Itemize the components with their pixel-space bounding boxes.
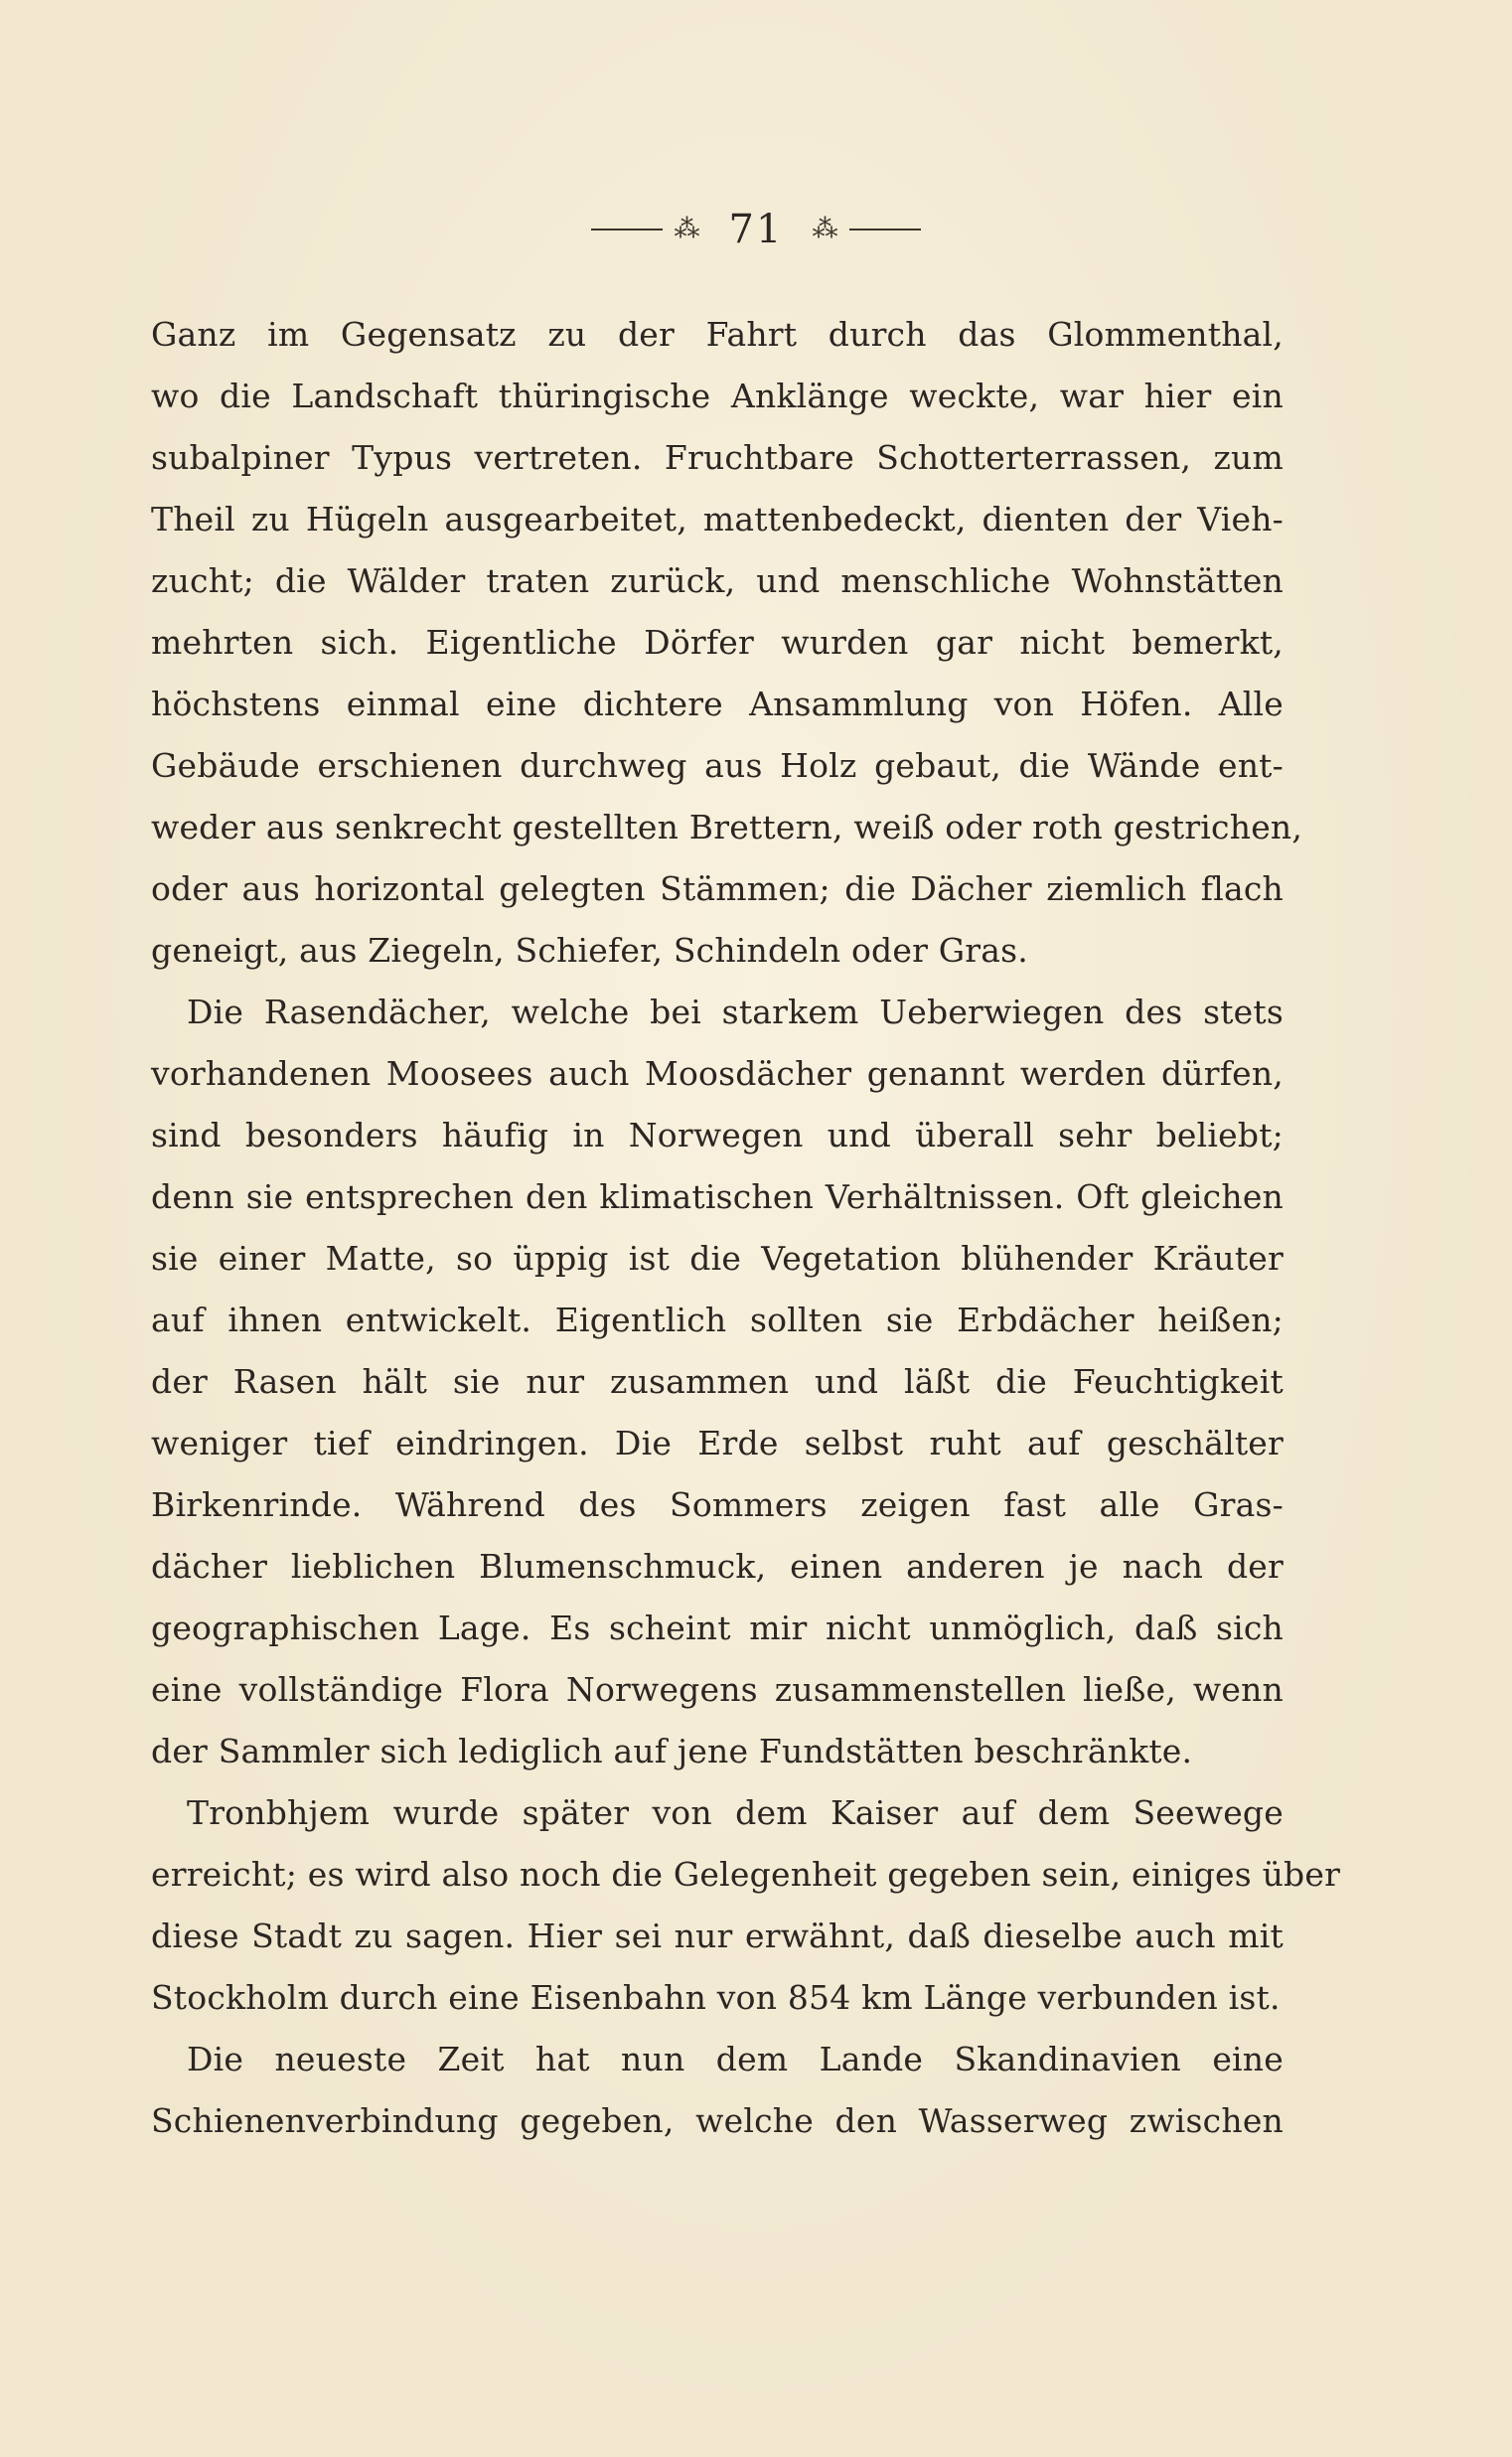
text-line: Gebäude erschienen durchweg aus Holz gebaut, die Wände ent- [151, 746, 1284, 785]
ornament-right-icon: ⁂ [812, 215, 838, 244]
text-line: denn sie entsprechen den klimatischen Verhältnissen. Oft gleichen [151, 1177, 1284, 1216]
text-line: vorhandenen Moosees auch Moosdächer genannt werden dürfen, [151, 1054, 1284, 1093]
ornament-left-icon: ⁂ [674, 215, 700, 244]
text-line: Theil zu Hügeln ausgearbeitet, mattenbedeckt, dienten der Vieh- [151, 500, 1284, 538]
text-line: weniger tief eindringen. Die Erde selbst ruht auf geschälter [151, 1424, 1284, 1462]
text-line: der Sammler sich lediglich auf jene Fundstätten beschränkte. [151, 1732, 1193, 1770]
text-line: dächer lieblichen Blumenschmuck, einen anderen je nach der [151, 1547, 1284, 1586]
text-line: Die Rasendächer, welche bei starkem Ueberwiegen des stets [187, 993, 1284, 1031]
text-line: oder aus horizontal gelegten Stämmen; die Dächer ziemlich flach [151, 869, 1284, 908]
text-line: Die neueste Zeit hat nun dem Lande Skandinavien eine [187, 2040, 1284, 2078]
text-line: Tronbhjem wurde später von dem Kaiser auf dem Seewege [187, 1793, 1284, 1832]
header-rule-left [591, 229, 663, 230]
text-line: subalpiner Typus vertreten. Fruchtbare Schotterterrassen, zum [151, 438, 1284, 477]
text-line: geographischen Lage. Es scheint mir nicht unmöglich, daß sich [151, 1609, 1284, 1647]
header-rule-right [849, 229, 921, 230]
text-line: sind besonders häufig in Norwegen und überall sehr beliebt; [151, 1116, 1284, 1154]
text-line: sie einer Matte, so üppig ist die Vegetation blühender Kräuter [151, 1239, 1284, 1278]
text-line: Stockholm durch eine Eisenbahn von 854 km Länge verbunden ist. [151, 1978, 1281, 2017]
text-line: diese Stadt zu sagen. Hier sei nur erwähnt, daß dieselbe auch mit [151, 1917, 1284, 1955]
text-line: zucht; die Wälder traten zurück, und menschliche Wohnstätten [151, 561, 1284, 600]
body-text [151, 304, 1341, 2152]
text-line: erreicht; es wird also noch die Gelegenheit gegeben sein, einiges über [151, 1855, 1341, 1894]
text-line: weder aus senkrecht gestellten Brettern, weiß oder roth gestrichen, [151, 808, 1303, 846]
text-line: eine vollständige Flora Norwegens zusammenstellen ließe, wenn [151, 1670, 1284, 1709]
text-line: höchstens einmal eine dichtere Ansammlung von Höfen. Alle [151, 685, 1284, 723]
text-line: auf ihnen entwickelt. Eigentlich sollten sie Erbdächer heißen; [151, 1301, 1284, 1339]
page-header [0, 207, 1512, 266]
text-line: Ganz im Gegensatz zu der Fahrt durch das Glommenthal, [151, 315, 1284, 354]
text-line: Schienenverbindung gegeben, welche den Wasserweg zwischen [151, 2101, 1284, 2140]
page-number: 71 [728, 207, 784, 252]
text-line: der Rasen hält sie nur zusammen und läßt die Feuchtigkeit [151, 1362, 1284, 1401]
text-line: Birkenrinde. Während des Sommers zeigen fast alle Gras- [151, 1485, 1284, 1524]
text-line: wo die Landschaft thüringische Anklänge weckte, war hier ein [151, 377, 1284, 415]
text-line: mehrten sich. Eigentliche Dörfer wurden gar nicht bemerkt, [151, 623, 1284, 662]
text-line: geneigt, aus Ziegeln, Schiefer, Schindeln oder Gras. [151, 931, 1028, 970]
